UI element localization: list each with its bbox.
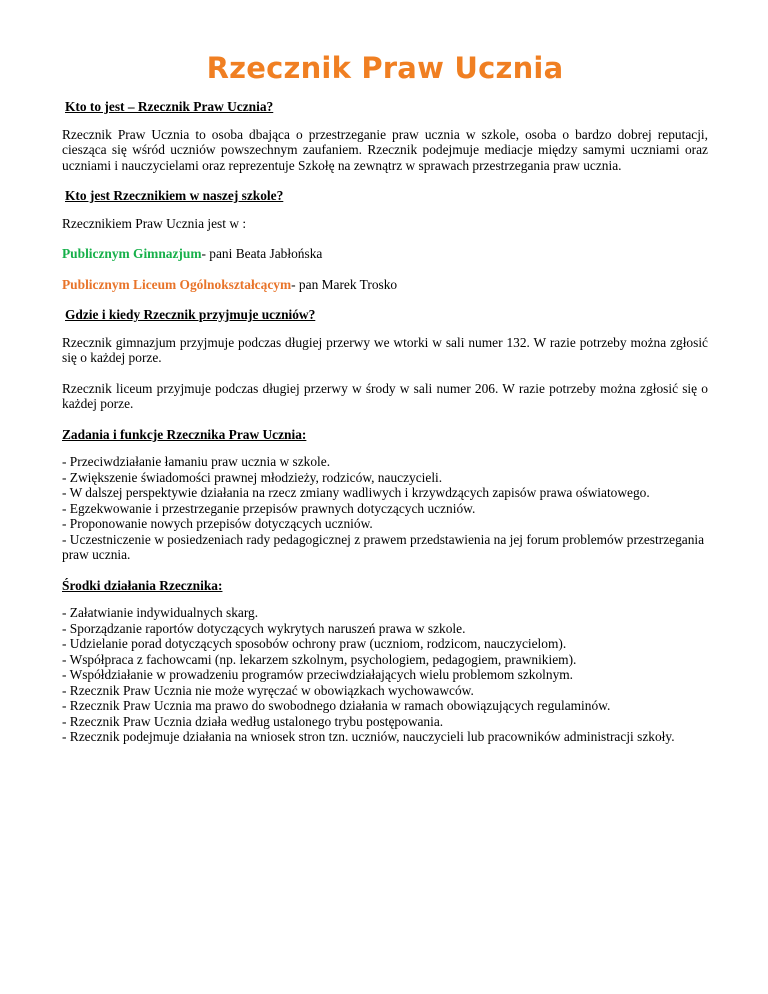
list-item: - Sporządzanie raportów dotyczących wykrytych naruszeń prawa w szkole. (62, 620, 466, 636)
liceum-name: Publicznym Liceum Ogólnokształcącym (62, 276, 292, 292)
gimnazjum-line (62, 246, 708, 262)
list-item: - Przeciwdziałanie łamaniu praw ucznia w szkole. (62, 454, 331, 469)
section-heading-means: Środki działania Rzecznika: (62, 577, 223, 593)
list-item: - Udzielanie porad dotyczących sposobów ochrony praw (uczniom, rodzicom, nauczycielom). (62, 636, 567, 651)
list-item: - Współpraca z fachowcami (np. lekarzem szkolnym, psychologiem, pedagogiem, prawnikiem). (62, 651, 577, 667)
list-item: - Egzekwowanie i przestrzeganie przepisów prawnych dotyczących uczniów. (62, 500, 476, 516)
liceum-person: - pan Marek Trosko (291, 276, 398, 292)
list-item: - Uczestniczenie w posiedzeniach rady pedagogicznej z prawem przedstawienia na jej forum problemów przestrzegania praw ucznia. (62, 531, 705, 562)
section-body-liceum-hours: Rzecznik liceum przyjmuje podczas długiej przerwy w środy w sali numer 206. W razie potrzeby można zgłosić się o każdej porze. (62, 380, 708, 411)
liceum-line (62, 277, 708, 293)
page-title: Rzecznik Praw Ucznia (206, 51, 564, 85)
document-page (62, 50, 708, 760)
section-heading-where-when: Gdzie i kiedy Rzecznik przyjmuje uczniów? (65, 307, 316, 322)
list-item: - Proponowanie nowych przepisów dotyczących uczniów. (62, 516, 373, 531)
means-list (62, 605, 708, 745)
section-heading-tasks: Zadania i funkcje Rzecznika Praw Ucznia: (62, 426, 307, 442)
list-item: - Współdziałanie w prowadzeniu programów przeciwdziałających wielu problemom szkolnym. (62, 667, 574, 682)
list-item: - Rzecznik Praw Ucznia ma prawo do swobodnego działania w ramach obowiązujących regulaminów. (62, 698, 611, 713)
section-body-gimnazjum-hours: Rzecznik gimnazjum przyjmuje podczas długiej przerwy we wtorki w sali numer 132. W razie potrzeby można zgłosić się o każdej porze. (62, 334, 708, 365)
list-item: - W dalszej perspektywie działania na rzecz zmiany wadliwych i krzywdzących zapisów prawa oświatowego. (62, 485, 650, 500)
list-item: - Rzecznik Praw Ucznia nie może wyręczać w obowiązkach wychowawców. (62, 682, 474, 698)
tasks-list (62, 454, 708, 563)
section-intro-our-school: Rzecznikiem Praw Ucznia jest w : (62, 215, 247, 231)
section-heading-our-school: Kto jest Rzecznikiem w naszej szkole? (65, 188, 284, 203)
section-heading-who: Kto to jest – Rzecznik Praw Ucznia? (65, 99, 274, 114)
list-item: - Zwiększenie świadomości prawnej młodzieży, rodziców, nauczycieli. (62, 469, 443, 485)
gimnazjum-name: Publicznym Gimnazjum (62, 246, 202, 261)
section-body-who: Rzecznik Praw Ucznia to osoba dbająca o przestrzeganie praw ucznia w szkole, osoba o bardzo dobrej reputacji, ciesząca się wśród uczniów powszechnym zaufaniem. Rzecznik podejmuje mediacje między samymi uczniami oraz uczniami i nauczycielami oraz reprezentuje Szkołę na zewnątrz w sprawach przestrzegania praw ucznia. (62, 126, 708, 173)
list-item: - Załatwianie indywidualnych skarg. (62, 605, 259, 620)
list-item: - Rzecznik Praw Ucznia działa według ustalonego trybu postępowania. (62, 713, 444, 729)
list-item: - Rzecznik podejmuje działania na wniosek stron tzn. uczniów, nauczycieli lub pracowników administracji szkoły. (62, 729, 675, 744)
gimnazjum-person: - pani Beata Jabłońska (201, 246, 323, 261)
